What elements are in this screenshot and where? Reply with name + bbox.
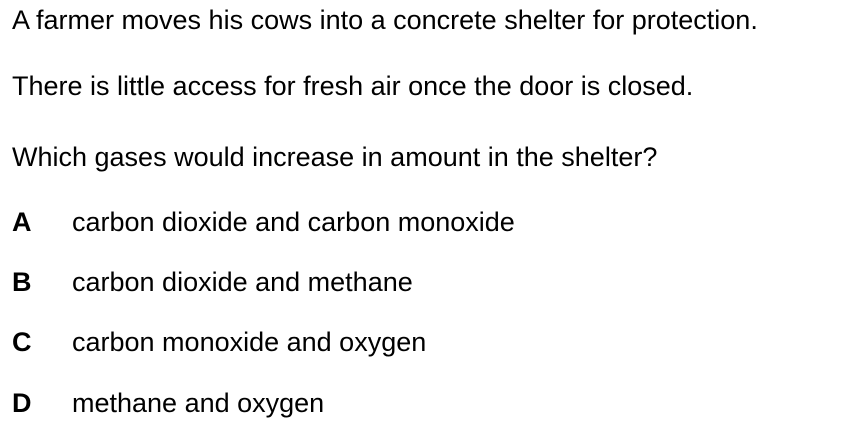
stem-line-3: Which gases would increase in amount in the shelter? [12,142,658,172]
option-letter: B [12,267,32,297]
stem-line-1: A farmer moves his cows into a concrete shelter for protection. [12,5,758,35]
option-text: carbon dioxide and methane [72,267,413,297]
option-text: carbon monoxide and oxygen [72,327,427,357]
option-letter: D [12,388,32,418]
option-text: methane and oxygen [72,388,325,418]
option-letter: C [12,327,32,357]
option-text: carbon dioxide and carbon monoxide [72,207,515,237]
stem-line-2: There is little access for fresh air once the door is closed. [12,71,694,101]
option-letter: A [12,207,32,237]
